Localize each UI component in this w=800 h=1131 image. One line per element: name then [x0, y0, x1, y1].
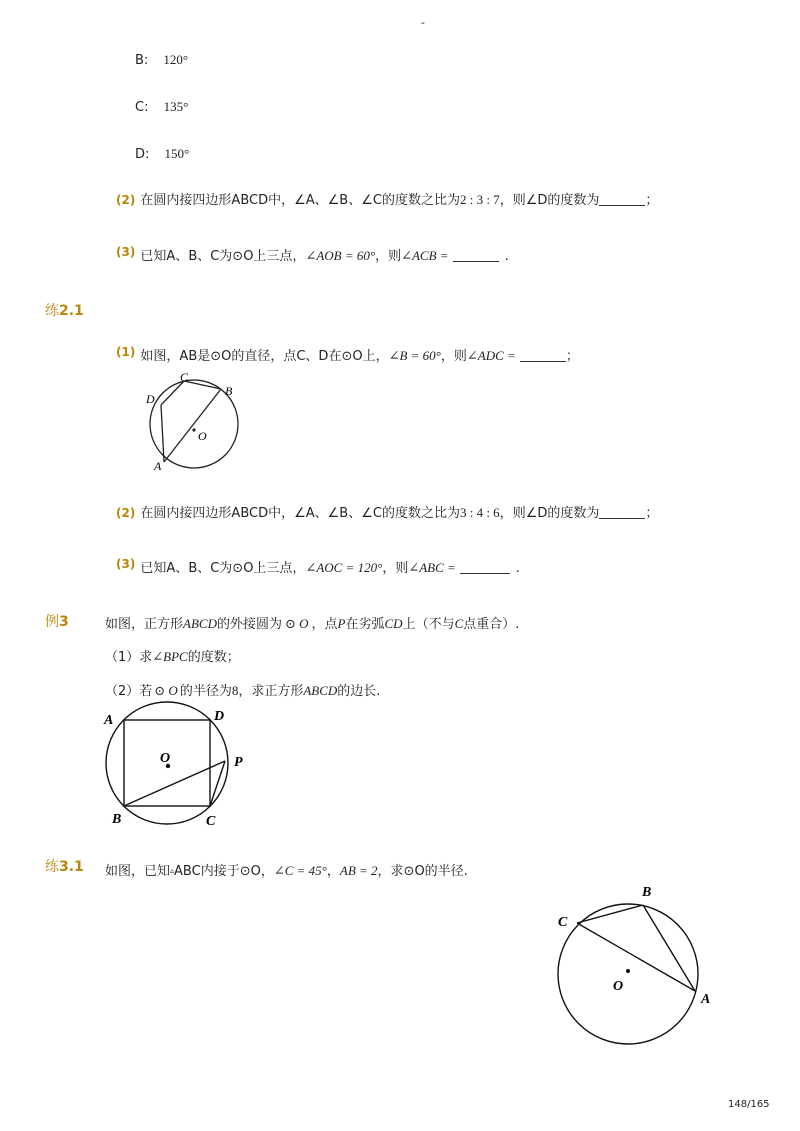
math-var: C: [454, 616, 464, 631]
ratio: 3 : 4 : 6: [459, 505, 500, 520]
label-a: A: [701, 992, 711, 1007]
question-text: 已知A、B、C为⊙O上三点，: [140, 249, 306, 264]
heading-label: 练: [45, 859, 59, 875]
answer-blank[interactable]: [460, 561, 510, 574]
math-expression: AB = 2: [339, 863, 378, 878]
punctuation: ；: [645, 506, 659, 521]
question-text: 如图，AB是⊙O的直径，点C、D在⊙O上，: [140, 349, 389, 364]
text: 的边长.: [337, 684, 381, 699]
option-c: [135, 96, 188, 115]
text: （1）求: [105, 650, 153, 665]
exercise-2-1-question-2: [116, 502, 658, 521]
center-point: [192, 428, 195, 431]
math-expression: ∠AOC = 120°: [305, 560, 383, 575]
segment-cb: [577, 905, 643, 923]
question-number: (2): [116, 506, 136, 520]
math-var: ABCD: [303, 683, 338, 698]
exercise-2-1-figure: [140, 368, 250, 480]
math-expression: ∠ABC =: [408, 560, 456, 575]
math-var: P: [337, 616, 346, 631]
math-expression: ∠ADC =: [466, 348, 516, 363]
label-d: D: [214, 709, 225, 724]
text: 的外接圆为: [216, 617, 282, 632]
math-expression: ∠ACB =: [401, 248, 449, 263]
segment-ca: [577, 923, 695, 991]
text: 的半径为: [179, 684, 232, 699]
option-letter: B:: [135, 53, 149, 68]
exercise-3-1-heading: [45, 856, 84, 876]
punctuation: .: [504, 249, 509, 264]
example-3-line-3: [105, 680, 380, 699]
label-b: B: [112, 812, 122, 827]
option-value: 135°: [163, 99, 189, 114]
example-3-figure: [100, 702, 260, 832]
question-text: ，则: [440, 349, 467, 364]
question-text: 在圆内接四边形ABCD中，∠A、∠B、∠C的度数之比为: [140, 193, 460, 208]
punctuation: ；: [565, 349, 579, 364]
header-mark: -: [421, 16, 425, 29]
text: 如图，正方形: [105, 617, 184, 632]
label-c: C: [206, 814, 216, 829]
option-value: 120°: [163, 52, 189, 67]
math-var: ⊙ O: [284, 616, 309, 631]
math-var: ⊙ O: [154, 683, 178, 698]
answer-blank[interactable]: [599, 193, 645, 206]
text: 点重合）.: [463, 617, 520, 632]
label-b: B: [642, 885, 652, 900]
option-letter: C:: [135, 100, 149, 115]
question-number: (1): [116, 345, 136, 359]
question-text: 在圆内接四边形ABCD中，∠A、∠B、∠C的度数之比为: [140, 506, 460, 521]
exercise-3-1-text: [105, 860, 468, 879]
math-value: 8: [231, 683, 239, 698]
label-a: A: [154, 459, 162, 473]
text: ABC内接于⊙O，: [174, 864, 274, 879]
label-o: O: [613, 979, 624, 994]
math-expression: ∠B = 60°: [388, 348, 441, 363]
punctuation: .: [515, 561, 520, 576]
circle-o: [558, 904, 698, 1044]
option-letter: D:: [135, 147, 150, 162]
punctuation: ；: [645, 193, 659, 208]
exercise-2-1-question-1: [116, 345, 579, 364]
exercise-3-1-figure: [550, 878, 725, 1048]
label-c: C: [558, 915, 568, 930]
label-d: D: [146, 392, 155, 406]
question-text: ，则: [382, 561, 409, 576]
heading-number: 2.1: [59, 303, 84, 319]
answer-blank[interactable]: [520, 349, 566, 362]
text: 如图，已知: [105, 864, 171, 879]
option-d: [135, 143, 189, 162]
text: 的度数；: [187, 650, 240, 665]
page-number: 148/165: [728, 1099, 770, 1110]
diameter-ab: [164, 389, 221, 462]
math-var: ABCD: [183, 616, 217, 631]
label-a: A: [104, 713, 114, 728]
text: ，点: [311, 617, 338, 632]
segment-pc: [210, 761, 225, 806]
math-expression: ∠AOB = 60°: [305, 248, 376, 263]
punctuation: ，: [326, 864, 340, 879]
question-2: [116, 189, 658, 208]
text: ，求正方形: [238, 684, 304, 699]
question-text: 已知A、B、C为⊙O上三点，: [140, 561, 306, 576]
example-3-line-1: [105, 613, 519, 632]
heading-number: 3.1: [59, 859, 84, 875]
exercise-2-1-heading: [45, 300, 84, 320]
label-o: O: [160, 751, 171, 766]
heading-number: 3: [59, 614, 69, 630]
exercise-2-1-question-3: [116, 557, 520, 576]
question-3: [116, 245, 509, 264]
center-point: [626, 969, 630, 973]
answer-blank[interactable]: [599, 506, 645, 519]
text: 在劣弧: [345, 617, 385, 632]
heading-label: 练: [45, 303, 59, 319]
triangle-symbol: ▵: [170, 866, 175, 875]
example-3-heading: [45, 611, 69, 631]
math-var: ∠BPC: [152, 649, 188, 664]
text: ，求⊙O的半径.: [377, 864, 468, 879]
chord-cd: [161, 381, 184, 405]
question-number: (3): [116, 557, 136, 571]
question-text: ，则∠D的度数为: [499, 506, 600, 521]
option-b: [135, 49, 188, 68]
label-b: B: [225, 384, 233, 398]
question-text: ，则∠D的度数为: [499, 193, 600, 208]
text: （2）若: [105, 684, 153, 699]
label-p: P: [234, 755, 243, 770]
heading-label: 例: [45, 614, 59, 630]
label-o: O: [198, 429, 207, 443]
label-c: C: [180, 370, 189, 384]
math-expression: ∠C = 45°: [273, 863, 327, 878]
text: 上（不与: [402, 617, 455, 632]
answer-blank[interactable]: [453, 249, 499, 262]
question-number: (3): [116, 245, 136, 259]
ratio: 2 : 3 : 7: [459, 192, 500, 207]
option-value: 150°: [164, 146, 190, 161]
math-var: CD: [384, 616, 403, 631]
question-number: (2): [116, 193, 136, 207]
question-text: ，则: [375, 249, 402, 264]
example-3-line-2: [105, 646, 240, 665]
